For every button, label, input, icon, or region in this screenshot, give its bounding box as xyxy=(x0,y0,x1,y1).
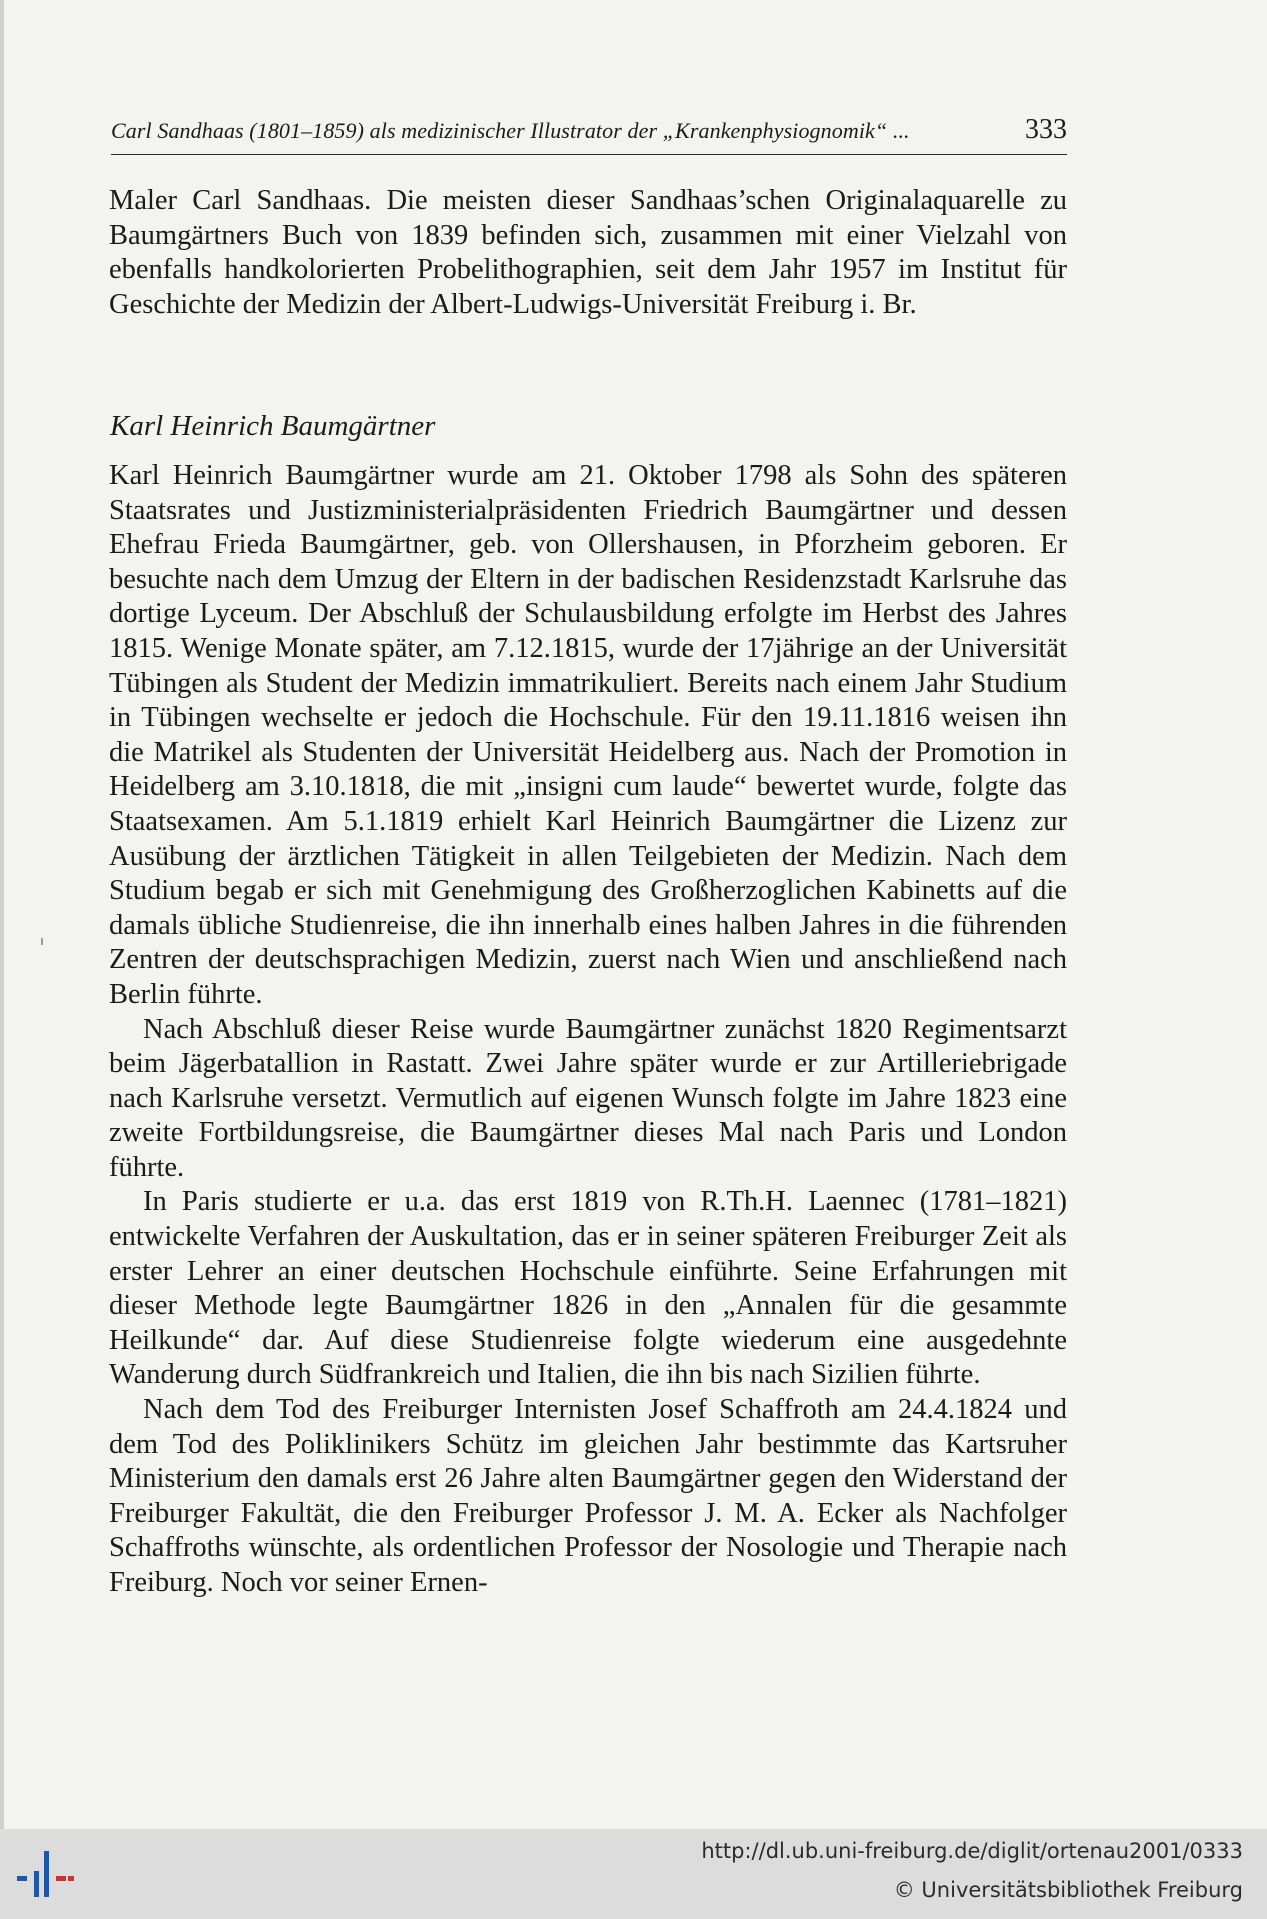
running-title: Carl Sandhaas (1801–1859) als medizinischer Illustrator der „Krankenphysiognomik“ ... xyxy=(111,118,910,143)
page-edge xyxy=(0,0,4,1829)
page-number: 333 xyxy=(1025,114,1067,145)
body-paragraph: Nach dem Tod des Freiburger Internisten Josef Schaffroth am 24.4.1824 und dem Tod des Poliklinikers Schütz im gleichen Jahr bestimmte das Kartsruher Ministerium den damals erst 26 Jahre alten Baumgärtner gegen den Widerstand der Freiburger Fakultät, die den Freiburger Professor J. M. A. Ecker als Nachfolger Schaffroths wünschte, als ordentlichen Professor der Nosologie und Therapie nach Freiburg. Noch vor seiner Ernen- xyxy=(109,1394,1067,1598)
body-paragraph: Nach Abschluß dieser Reise wurde Baumgärtner zunächst 1820 Regimentsarzt beim Jägerbatallion in Rastatt. Zwei Jahre später wurde er zur Artilleriebrigade nach Karlsruhe versetzt. Vermutlich auf eigenen Wunsch folgte im Jahre 1823 eine zweite Fortbildungsreise, die Baumgärtner dieses Mal nach Paris und London führte. xyxy=(109,1013,1067,1183)
digital-library-link[interactable]: http://dl.ub.uni-freiburg.de/diglit/ortenau2001/0333 xyxy=(701,1839,1243,1863)
body-paragraph: In Paris studierte er u.a. das erst 1819 von R.Th.H. Laennec (1781–1821) entwickelte Verfahren der Auskultation, das er in seiner späteren Freiburger Zeit als erster Lehrer an einer deutschen Hochschule einführte. Seine Erfahrungen mit dieser Methode legte Baumgärtner 1826 in den „Annalen für die gesammte Heilkunde“ dar. Auf diese Studienreise folgte wiederum eine ausgedehnte Wanderung durch Südfrankreich und Italien, die ihn bis nach Sizilien führte. xyxy=(109,1186,1067,1391)
body-paragraph: Karl Heinrich Baumgärtner wurde am 21. Oktober 1798 als Sohn des späteren Staatsrates und Justizministerialpräsidenten Friedrich Baumgärtner und dessen Ehefrau Frieda Baumgärtner, geb. von Ollershausen, in Pforzheim geboren. Er besuchte nach dem Umzug der Eltern in der badischen Residenzstadt Karlsruhe das dortige Lyceum. Der Abschluß der Schulausbildung erfolgte im Herbst des Jahres 1815. Wenige Monate später, am 7.12.1815, wurde der 17jährige an der Universität Tübingen als Student der Medizin immatrikuliert. Bereits nach einem Jahr Studium in Tübingen wechselte er jedoch die Hochschule. Für den 19.11.1816 weisen ihn die Matrikel als Studenten der Universität Heidelberg aus. Nach der Promotion in Heidelberg am 3.10.1818, die mit „insigni cum laude“ bewertet wurde, folgte das Staatsexamen. Am 5.1.1819 erhielt Karl Heinrich Baumgärtner die Lizenz zur Ausübung der ärztlichen Tätigkeit in allen Teilgebieten der Medizin. Nach dem Studium begab er sich mit Genehmigung des Großherzoglichen Kabinetts auf die damals übliche Studienreise, die ihn innerhalb eines halben Jahres in die führenden Zentren der deutschsprachigen Medizin, zuerst nach Wien und anschließend nach Berlin führte. xyxy=(109,460,1067,1010)
section-body xyxy=(109,459,1067,1601)
intro-text-block xyxy=(109,184,1067,322)
scan-speck xyxy=(41,938,43,945)
copyright-notice: © Universitätsbibliothek Freiburg xyxy=(893,1878,1243,1902)
library-logo-icon xyxy=(14,1849,78,1899)
running-head xyxy=(111,114,1067,155)
section-heading: Karl Heinrich Baumgärtner xyxy=(110,410,436,442)
intro-paragraph: Maler Carl Sandhaas. Die meisten dieser Sandhaas’schen Originalaquarelle zu Baumgärtners Buch von 1839 befinden sich, zusammen mit einer Vielzahl von ebenfalls handkolorierten Probelithographien, seit dem Jahr 1957 im Institut für Geschichte der Medizin der Albert-Ludwigs-Universität Freiburg i. Br. xyxy=(109,185,1067,320)
